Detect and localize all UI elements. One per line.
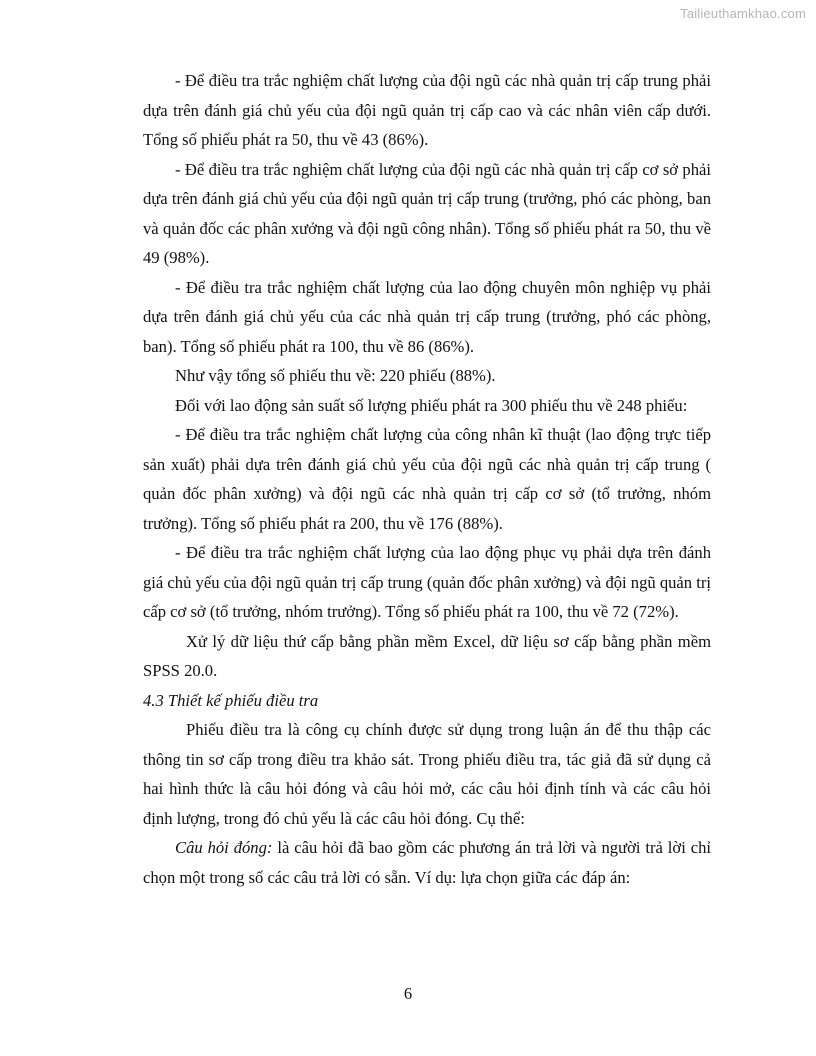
paragraph-technical-workers: - Để điều tra trắc nghiệm chất lượng của công nhân kĩ thuật (lao động trực tiếp sản xuất) phải dựa trên đánh giá chủ yếu của đội ngũ các nhà quản trị cấp trung ( quản đốc phân xưởng) và đội ngũ các nhà quản trị cấp cơ sở (tổ trưởng, nhóm trưởng). Tổng số phiếu phát ra 200, thu về 176 (88%). bbox=[143, 425, 711, 533]
closed-question-text: là câu hỏi đã bao gồm các phương án trả lời và người trả lời chỉ chọn một trong số các câu trả lời có sẵn. Ví dụ: lựa chọn giữa các đáp án: bbox=[143, 838, 711, 887]
paragraph-total: Như vậy tổng số phiếu thu về: 220 phiếu (88%). bbox=[175, 366, 496, 385]
document-body bbox=[143, 66, 711, 892]
paragraph-closed-question bbox=[143, 833, 711, 892]
watermark-text: Tailieuthamkhao.com bbox=[680, 6, 806, 21]
paragraph-base-managers: - Để điều tra trắc nghiệm chất lượng của đội ngũ các nhà quản trị cấp cơ sở phải dựa trên đánh giá chủ yếu của đội ngũ quản trị cấp trung (trưởng, phó các phòng, ban và quản đốc các phân xưởng và đội ngũ công nhân). Tổng số phiếu phát ra 50, thu về 49 (98%). bbox=[143, 159, 711, 267]
section-heading: 4.3 Thiết kế phiếu điều tra bbox=[143, 690, 319, 710]
page-number: 6 bbox=[403, 984, 413, 1003]
paragraph-production-labor: Đối với lao động sản suất số lượng phiếu phát ra 300 phiếu thu về 248 phiếu: bbox=[175, 395, 688, 415]
paragraph-service-labor: - Để điều tra trắc nghiệm chất lượng của lao động phục vụ phải dựa trên đánh giá chủ yếu của đội ngũ quản trị cấp trung (quản đốc phân xưởng) và đội ngũ quản trị cấp cơ sở (tổ trưởng, nhóm trưởng). Tổng số phiếu phát ra 100, thu về 72 (72%). bbox=[143, 543, 711, 621]
paragraph-data-processing: Xử lý dữ liệu thứ cấp bằng phần mềm Excel, dữ liệu sơ cấp bằng phần mềm SPSS 20.0. bbox=[143, 631, 711, 680]
closed-question-term: Câu hỏi đóng: bbox=[175, 838, 273, 857]
paragraph-survey-design: Phiếu điều tra là công cụ chính được sử dụng trong luận án để thu thập các thông tin sơ cấp trong điều tra khảo sát. Trong phiếu điều tra, tác giả đã sử dụng cả hai hình thức là câu hỏi đóng và câu hỏi mở, các câu hỏi định tính và các câu hỏi định lượng, trong đó chủ yếu là các câu hỏi đóng. Cụ thể: bbox=[143, 720, 711, 828]
paragraph-middle-managers: - Để điều tra trắc nghiệm chất lượng của đội ngũ các nhà quản trị cấp trung phải dựa trên đánh giá chủ yếu của đội ngũ quản trị cấp cao và các nhân viên cấp dưới. Tổng số phiếu phát ra 50, thu về 43 (86%). bbox=[143, 71, 711, 149]
paragraph-specialists: - Để điều tra trắc nghiệm chất lượng của lao động chuyên môn nghiệp vụ phải dựa trên đánh giá chủ yếu của các nhà quản trị cấp trung (trưởng, phó các phòng, ban). Tổng số phiếu phát ra 100, thu về 86 (86%). bbox=[143, 277, 711, 356]
